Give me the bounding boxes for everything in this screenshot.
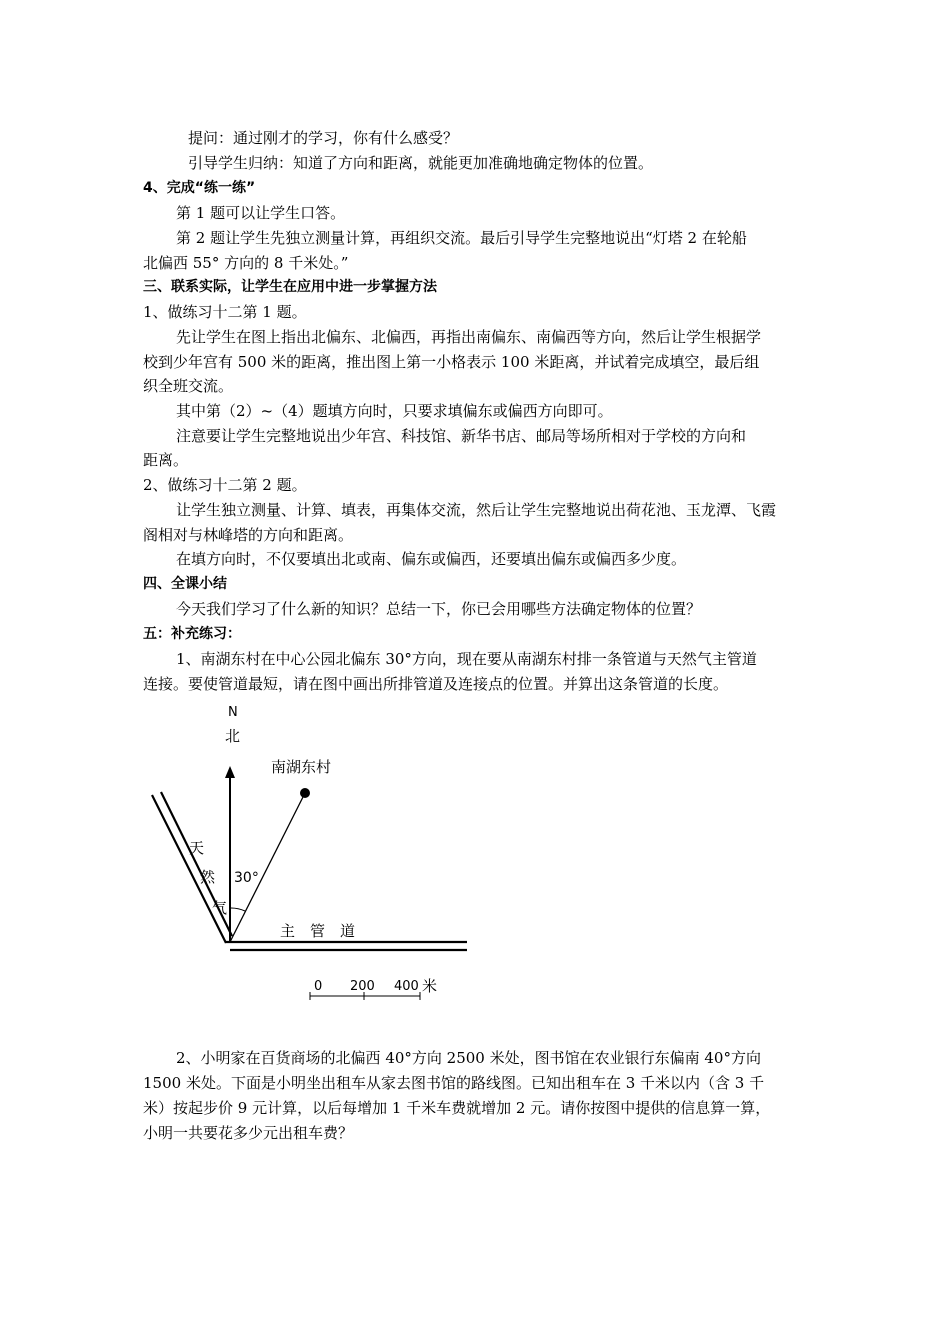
angle-label: 30° <box>234 870 259 886</box>
text-line: 今天我们学习了什么新的知识？总结一下，你已会用哪些方法确定物体的位置？ <box>176 600 702 618</box>
text-line: 2、小明家在百货商场的北偏西 40°方向 2500 米处，图书馆在农业银行东偏南 40°方向 <box>176 1049 761 1067</box>
scale-tick-label: 0 <box>314 979 323 994</box>
pipe-label-char: 然 <box>200 868 216 886</box>
text-line: 距离。 <box>143 451 189 469</box>
scale-unit: 米 <box>422 977 438 995</box>
section-heading: 四、全课小结 <box>143 576 227 592</box>
text-line: 校到少年宫有 500 米的距离，推出图上第一小格表示 100 米距离，并试着完成填空，最后组 <box>143 353 760 371</box>
text-line: 引导学生归纳：知道了方向和距离，就能更加准确地确定物体的位置。 <box>188 154 654 172</box>
text-line: 第 2 题让学生先独立测量计算，再组织交流。最后引导学生完整地说出“灯塔 2 在轮船 <box>176 229 747 247</box>
angle-arc <box>230 908 245 911</box>
village-point <box>300 788 310 798</box>
section-heading: 4、完成“练一练” <box>143 180 256 196</box>
pipe-label-char: 天 <box>189 839 205 857</box>
text-line: 在填方向时，不仅要填出北或南、偏东或偏西，还要填出偏东或偏西多少度。 <box>176 550 687 568</box>
text-line: 阁相对与林峰塔的方向和距离。 <box>143 526 354 544</box>
text-line: 米）按起步价 9 元计算，以后每增加 1 千米车费就增加 2 元。请你按图中提供的信息算一算， <box>143 1099 771 1117</box>
north-label: 北 <box>225 727 241 745</box>
text-line: 先让学生在图上指出北偏东、北偏西，再指出南偏东、南偏西等方向，然后让学生根据学 <box>176 328 762 346</box>
text-line: 其中第（2）~（4）题填方向时，只要求填偏东或偏西方向即可。 <box>176 402 613 420</box>
text-line: 1、做练习十二第 1 题。 <box>143 303 307 321</box>
village-direction-line <box>230 793 305 942</box>
section-heading: 五：补充练习： <box>143 626 241 642</box>
scale-tick-label: 400 <box>394 979 419 994</box>
text-line: 注意要让学生完整地说出少年宫、科技馆、新华书店、邮局等场所相对于学校的方向和 <box>176 427 747 445</box>
text-line: 提问：通过刚才的学习，你有什么感受？ <box>188 129 459 147</box>
section-heading: 三、联系实际，让学生在应用中进一步掌握方法 <box>143 279 437 295</box>
text-line: 让学生独立测量、计算、填表，再集体交流，然后让学生完整地说出荷花池、玉龙潭、飞霞 <box>176 501 777 519</box>
scale-tick-label: 200 <box>350 979 375 994</box>
text-line: 小明一共要花多少元出租车费？ <box>143 1124 354 1142</box>
pipe-label-char: 气 <box>212 899 228 917</box>
text-line: 北偏西 55° 方向的 8 千米处。” <box>143 254 349 272</box>
text-line: 织全班交流。 <box>143 377 234 395</box>
text-line: 1500 米处。下面是小明坐出租车从家去图书馆的路线图。已知出租车在 3 千米以内（含 3 千 <box>143 1074 765 1092</box>
text-line: 第 1 题可以让学生口答。 <box>176 204 346 222</box>
main-pipe-label: 主 管 道 <box>280 922 356 940</box>
north-letter: N <box>228 705 238 720</box>
text-line: 1、南湖东村在中心公园北偏东 30°方向，现在要从南湖东村排一条管道与天然气主管道 <box>176 650 757 668</box>
text-line: 2、做练习十二第 2 题。 <box>143 476 307 494</box>
north-arrowhead <box>225 766 235 778</box>
pipeline-figure <box>130 700 490 1010</box>
text-line: 连接。要使管道最短，请在图中画出所排管道及连接点的位置。并算出这条管道的长度。 <box>143 675 729 693</box>
village-label: 南湖东村 <box>271 758 332 776</box>
